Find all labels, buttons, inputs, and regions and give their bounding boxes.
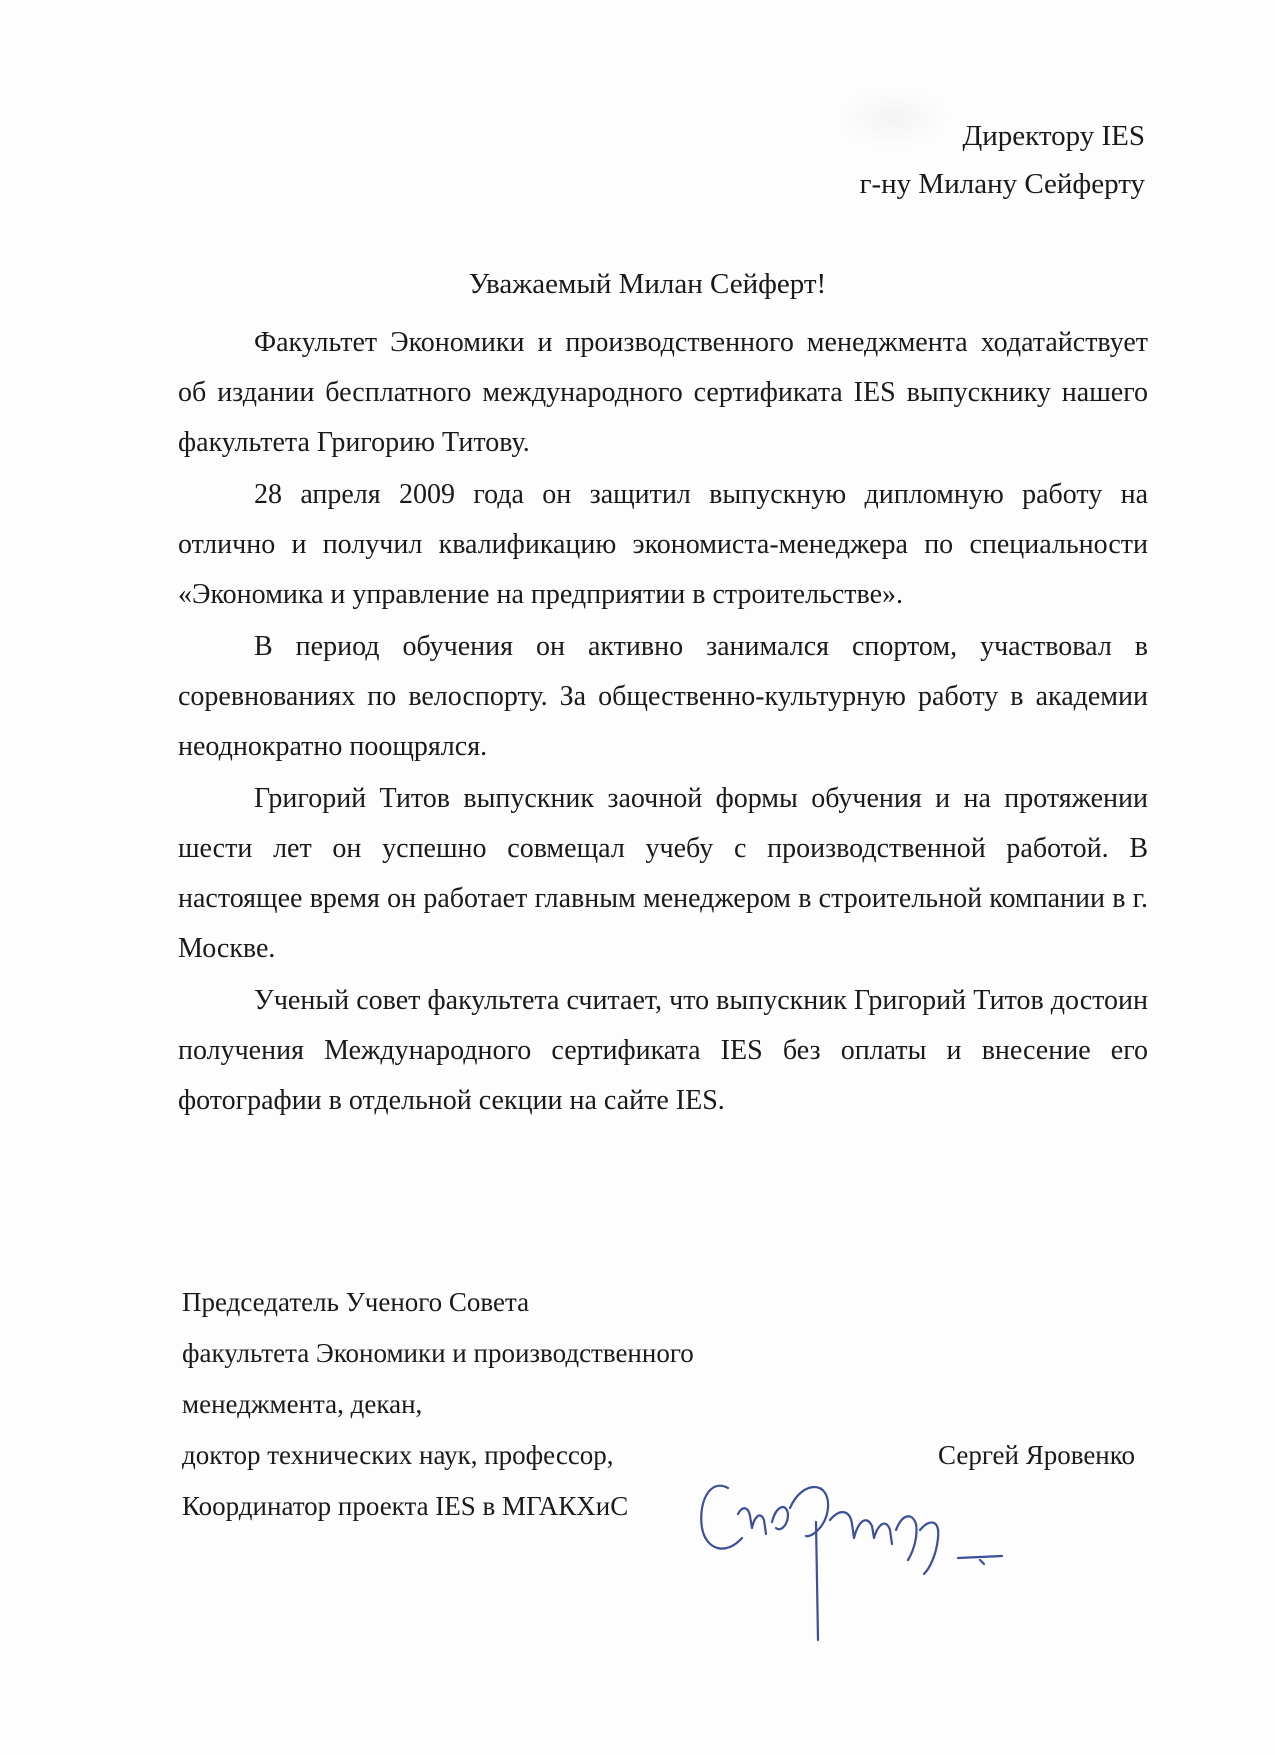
signatory-line-1: Председатель Ученого Совета [182, 1287, 530, 1317]
signatory-line-2: факультета Экономики и производственного [182, 1338, 694, 1368]
addressee-line-2: г-ну Милану Сейферту [859, 168, 1145, 200]
paragraph-2: 28 апреля 2009 года он защитил выпускную дипломную работу на отлично и получил квалификацию экономиста-менеджера по специальности «Экономика и управление на предприятии в строительстве». [178, 479, 1148, 610]
signatory-line-5: Координатор проекта IES в МГАКХиС [182, 1491, 629, 1521]
paragraph-5: Ученый совет факультета считает, что выпускник Григорий Титов достоин получения Международного сертификата IES без оплаты и внесение его фотографии в отдельной секции на сайте IES. [178, 985, 1148, 1116]
signatory-title-block [182, 1277, 694, 1532]
paragraph-4: Григорий Титов выпускник заочной формы обучения и на протяжении шести лет он успешно совмещал учебу с производственной работой. В настоящее время он работает главным менеджером в строительной компании в г. Москве. [178, 783, 1148, 964]
letter-body [178, 318, 1148, 1126]
paragraph-1: Факультет Экономики и производственного менеджмента ходатайствует об издании бесплатного международного сертификата IES выпускнику нашего факультета Григорию Титову. [178, 327, 1148, 458]
addressee-line-1: Директору IES [962, 120, 1145, 152]
addressee-block [860, 112, 1145, 208]
signatory-line-4: доктор технических наук, профессор, [182, 1440, 614, 1470]
salutation: Уважаемый Милан Сейферт! [468, 268, 827, 300]
signatory-line-3: менеджмента, декан, [182, 1389, 423, 1419]
signer-name: Сергей Яровенко [938, 1440, 1136, 1470]
paragraph-3: В период обучения он активно занимался спортом, участвовал в соревнованиях по велоспорту. За общественно-культурную работу в академии неоднократно поощрялся. [178, 631, 1148, 762]
